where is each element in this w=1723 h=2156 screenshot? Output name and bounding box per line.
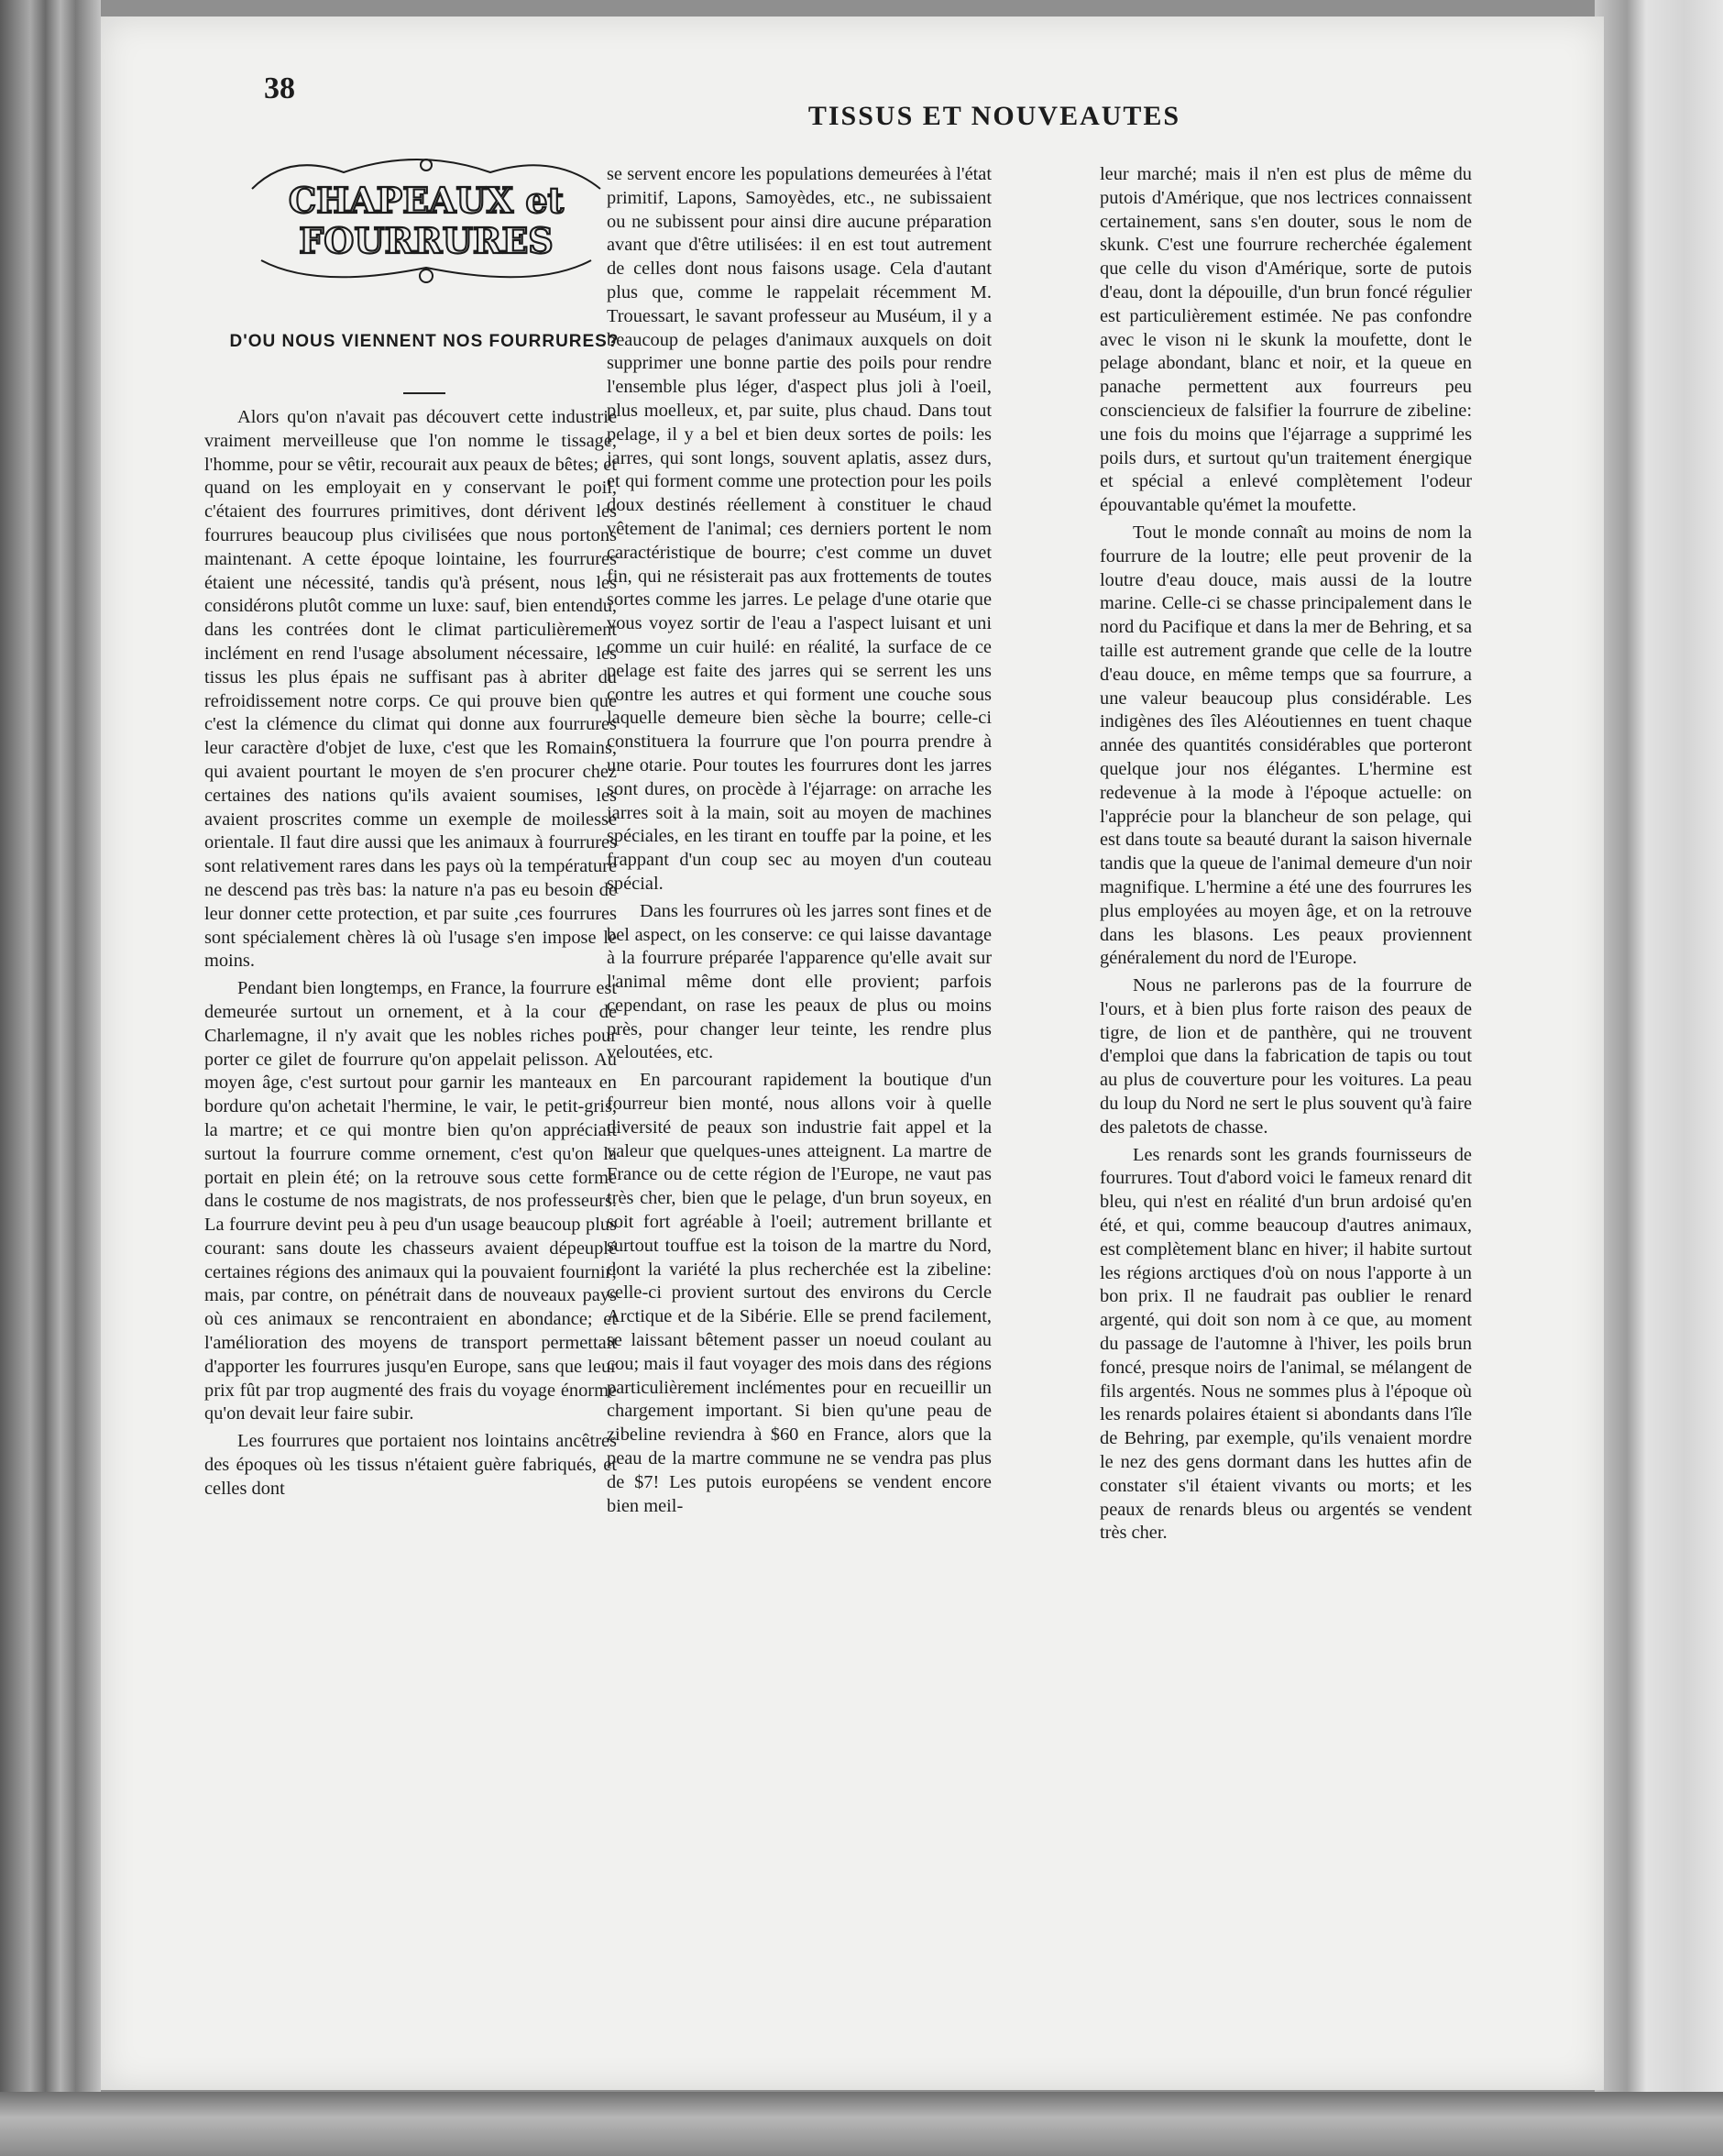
section-title-line2: FOURRURES — [299, 220, 554, 261]
paragraph: Les fourrures que portaient nos lointains ancêtres des époques où les tissus n'étaient guère fabriqués, et celles dont — [204, 1431, 617, 1499]
headline-rule — [403, 392, 445, 394]
paragraph: Alors qu'on n'avait pas découvert cette industrie vraiment merveilleuse que l'on nomme le tissage, l'homme, pour se vêtir, recourait aux peaux de bêtes; et quand on les employait en y conservant le poil, c'étaient des fourrures primitives, dont dérivent les fourrures beaucoup plus civilisées que nous portons maintenant. A cette époque lointaine, les fourrures étaient une nécessité, tandis qu'à présent, nous les considérons plutôt comme un luxe: sauf, bien entendu, dans les contrées dont le climat particulièrement inclément en rend l'usage absolument nécessaire, les tissus les plus épais ne suffisant pas à abriter du refroidissement notre corps. Ce qui prouve bien que c'est la clémence du climat qui donne aux fourrures leur caractère d'objet de luxe, c'est que les Romains, qui avaient pourtant le moyen de s'en procurer chez certaines des nations qu'ils avaient soumises, les avaient proscrites comme un exemple de moilesse orientale. Il faut dire aussi que les animaux à fourrures sont relativement rares dans les pays où la température ne descend pas très bas: la nature n'a pas eu besoin de leur donner cette protection, et par suite ,ces fourrures sont spécialement chères là où l'usage s'en impose le moins. — [204, 407, 617, 972]
scan-bottom-edge — [0, 2092, 1723, 2156]
ornament-svg — [234, 152, 619, 290]
running-head — [101, 101, 1604, 132]
paragraph: En parcourant rapidement la boutique d'un fourreur bien monté, nous allons voir à quelle diversité de peaux son industrie fait appel et la valeur que quelques-unes atteignent. La martre de France ou de cette région de l'Europe, ne vaut pas très cher, bien que le pelage, d'un brun soyeux, en soit fort agréable à l'oeil; autrement brillante et surtout touffue est la toison de la martre du Nord, dont la variété la plus recherchée est la zibeline: celle-ci provient surtout des environs du Cercle Arctique et de la Sibérie. Elle se prend facilement, se laissant bêtement passer un noeud coulant au cou; mais il faut voyager des mois dans des régions particulièrement inclémentes pour en recueillir un chargement important. Si bien qu'une peau de zibeline reviendra à $60 en France, alors que la peau de la martre commune ne se vendra pas plus de $7! Les putois européens se vendent encore bien meil- — [607, 1070, 992, 1516]
paragraph: Pendant bien longtemps, en France, la fourrure est demeurée surtout un ornement, et à la cour de Charlemagne, il n'y avait que les nobles riches pour porter ce gilet de fourrure qu'on appelait pelisson. Au moyen âge, c'est surtout pour garnir les manteaux en bordure qu'on achetait l'hermine, le vair, le petit-gris, la martre; et ce qui montre bien qu'on appréciait surtout la fourrure comme ornement, c'est qu'on la portait en plein été; on la retrouve sous cette forme dans le costume de nos magistrats, de nos professeurs. La fourrure devint peu à peu d'un usage beaucoup plus courant: sans doute les chasseurs avaient dépeuplé certaines régions des animaux qui la pouvaient fournir; mais, par contre, on pénétrait dans de nouveaux pays où ces animaux se rencontraient en abondance; et l'amélioration des moyens de transport permettait d'apporter les fourrures jusqu'en Europe, sans que leur prix fût par trop augmenté des frais du voyage énorme qu'on devait leur faire subir. — [204, 978, 617, 1424]
running-head-text: TISSUS ET NOUVEAUTES — [807, 101, 1181, 131]
paragraph: Nous ne parlerons pas de la fourrure de l'ours, et à bien plus forte raison des peaux de tigre, de lion et de panthère, qui ne trouvent d'emploi que dans la fabrication de tapis ou tout au plus de couverture pour les voitures. La peau du loup du Nord ne sert le plus souvent qu'à faire des paletots de chasse. — [1100, 975, 1472, 1138]
section-title-line1: CHAPEAUX et — [288, 180, 565, 221]
magazine-page — [101, 16, 1604, 2090]
scan-right-edge — [1595, 0, 1723, 2156]
paragraph: se servent encore les populations demeurées à l'état primitif, Lapons, Samoyèdes, etc., ne subissaient ou ne subissent pour ainsi dire aucune préparation avant que d'être utilisées: il en est tout autrement de celles dont nous faisons usage. Cela d'autant plus que, comme le rappelait récemment M. Trouessart, le savant professeur au Muséum, il y a beaucoup de pelages d'animaux auxquels on doit supprimer une bonne partie des poils pour rendre l'ensemble plus léger, d'aspect plus joli à l'oeil, plus moelleux, et, par suite, plus chaud. Dans tout pelage, il y a bel et bien deux sortes de poils: les jarres, qui sont longs, souvent aplatis, assez durs, et qui forment comme une protection pour les poils doux destinés réellement à constituer le chaud vêtement de l'animal; ces derniers portent le nom caractéristique de bourre; c'est comme un duvet fin, qui ne résisterait pas aux frottements de toutes sortes comme les jarres. Le pelage d'une otarie que vous voyez sortir de l'eau a l'aspect luisant et uni comme un cuir huilé: en réalité, la surface de ce pelage est faite des jarres qui se serrent les uns contre les autres et qui forment une couche sous laquelle demeure bien sèche la bourre; celle-ci constituera la fourrure que l'on pourra prendre à une otarie. Pour toutes les fourrures dont les jarres sont dures, on procède à l'éjarrage: on arrache les jarres soit à la main, soit au moyen de machines spéciales, en les tirant en touffe par la poine, et les frappant d'un coup sec au moyen d'un couteau spécial. — [607, 164, 992, 894]
paragraph: Tout le monde connaît au moins de nom la fourrure de la loutre; elle peut provenir de la loutre d'eau douce, mais aussi de la loutre marine. Celle-ci se chasse principalement dans le nord du Pacifique et dans la mer de Behring, et sa taille est autrement grande que celle de la loutre d'eau douce, en même temps que sa fourrure, a une valeur beaucoup plus considérable. Les indigènes des îles Aléoutiennes en tuent chaque année des quantités considérables que porteront quelque jour nos élégantes. L'hermine est redevenue à la mode à l'époque actuelle: on l'apprécie pour la blancheur de son pelage, qui est dans toute sa beauté durant la saison hivernale tandis que la queue de l'animal demeure d'un noir magnifique. L'hermine a été une des fourrures les plus employées au moyen âge, et on la retrouve dans les blasons. Les peaux proviennent généralement du nord de l'Europe. — [1100, 522, 1472, 969]
section-title-ornament — [234, 152, 619, 290]
text-column-2 — [607, 163, 992, 1518]
paragraph: leur marché; mais il n'en est plus de même du putois d'Amérique, que nos lectrices connaissent certainement, sans s'en douter, sous le nom de skunk. C'est une fourrure recherchée également que celle du vison d'Amérique, sorte de putois d'eau, dont la dépouille, d'un brun foncé régulier est particulièrement estimée. Ne pas confondre avec le vison ni le skunk la moufette, dont le pelage abondant, blanc et noir, et la queue en panache permettent aux fourreurs peu consciencieux de falsifier la fourrure de zibeline: une fois du moins que l'éjarrage a supprimé les poils durs, et surtout qu'un traitement énergique et spécial a enlevé complètement l'odeur épouvantable qu'émet la moufette. — [1100, 164, 1472, 516]
article-headline: D'OU NOUS VIENNENT NOS FOURRURES? — [229, 332, 620, 351]
text-column-1 — [204, 406, 617, 1502]
paragraph: Dans les fourrures où les jarres sont fines et de bel aspect, on les conserve: ce qui laisse davantage à la fourrure préparée l'apparence qu'elle avait sur l'animal même dont elle provient; parfois cependant, on rase les peaux de plus ou moins près, pour changer leur teinte, les rendre plus veloutées, etc. — [607, 900, 992, 1063]
page-number: 38 — [264, 72, 295, 105]
scan-left-edge — [0, 0, 101, 2156]
paragraph: Les renards sont les grands fournisseurs de fourrures. Tout d'abord voici le fameux renard dit bleu, qui n'est en réalité d'un brun ardoisé qu'en été, et qui, comme beaucoup d'autres animaux, est complètement blanc en hiver; il habite surtout les régions arctiques d'où on nous l'apporte à un bon prix. Il ne faudrait pas oublier le renard argenté, qui doit son nom à ce que, au moment du passage de l'automne à l'hiver, les poils brun foncé, presque noirs de l'animal, se mélangent de fils argentés. Nous ne sommes plus à l'époque où les renards polaires étaient si abondants dans l'île de Behring, par exemple, qu'ils venaient mordre le nez des gens dormant dans les huttes afin de constater s'il étaient vivants ou morts; et les peaux de renards bleus ou argentés se vendent très cher. — [1100, 1144, 1472, 1544]
text-column-3 — [1100, 163, 1472, 1546]
